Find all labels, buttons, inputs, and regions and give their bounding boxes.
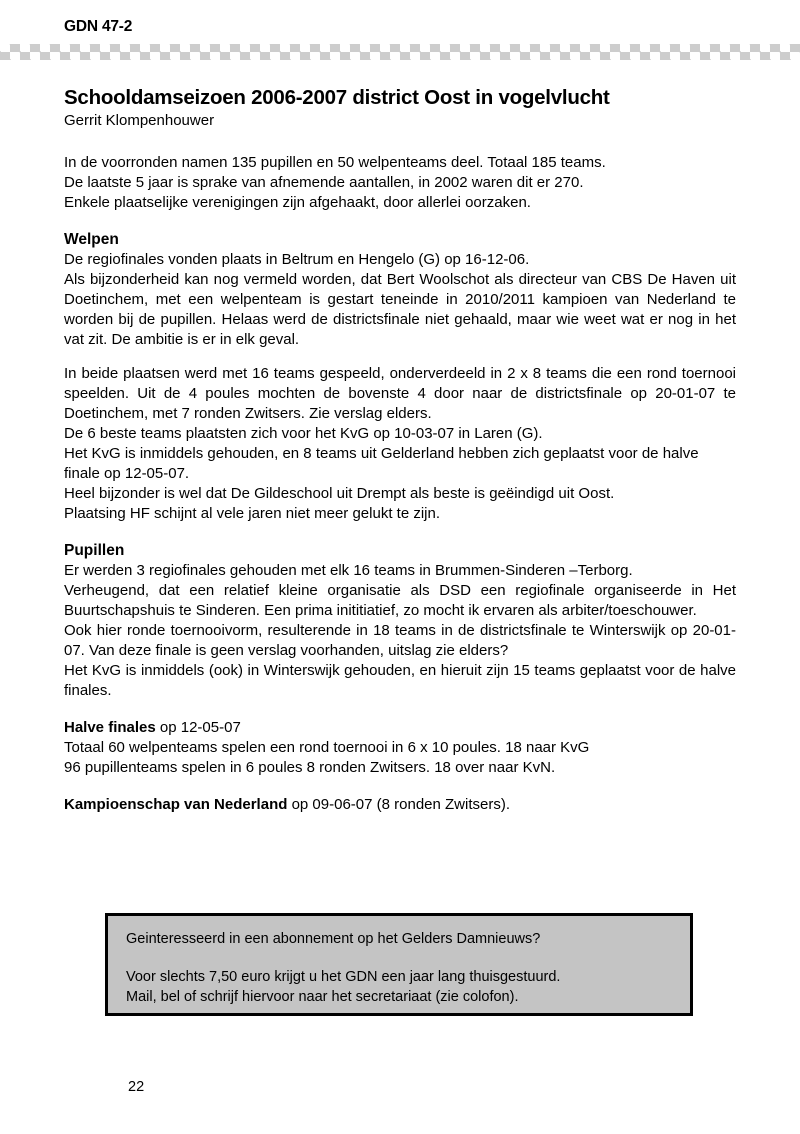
welpen-para-6: Heel bijzonder is wel dat De Gildeschool uit Drempt als beste is geëindigd uit Oost. (64, 485, 615, 503)
subscription-advert-box (105, 913, 693, 1016)
advert-line-3: Mail, bel of schrijf hiervoor naar het secretariaat (zie colofon). (126, 988, 519, 1005)
halve-finales-date: op 12-05-07 (155, 719, 241, 737)
halve-finales-line-2: 96 pupillenteams spelen in 6 poules 8 ronden Zwitsers. 18 over naar KvN. (64, 759, 556, 777)
spacer (64, 524, 736, 541)
welpen-para-1: De regiofinales vonden plaats in Beltrum en Hengelo (G) op 16-12-06. (64, 250, 530, 268)
intro-line-1: In de voorronden namen 135 pupillen en 50 welpenteams deel. Totaal 185 teams. (64, 153, 606, 171)
intro-line-3: Enkele plaatselijke verenigingen zijn afgehaakt, door allerlei oorzaken. (64, 193, 531, 211)
pupillen-para-1: Er werden 3 regiofinales gehouden met elk 16 teams in Brummen-Sinderen –Terborg. (64, 562, 633, 580)
pupillen-para-3: Ook hier ronde toernooivorm, resulterende in 18 teams in de districtsfinale te Winterswijk op 20-01-07. Van deze finale is geen verslag voorhanden, uitslag zie elders? (64, 622, 736, 660)
pupillen-para-2: Verheugend, dat een relatief kleine organisatie als DSD een regiofinale organiseerde in Het Buurtschapshuis te Sinderen. Een prima inititiatief, zo mocht ik ervaren als arbiter/toeschouwer. (64, 582, 736, 620)
welpen-para-5: Het KvG is inmiddels gehouden, en 8 teams uit Gelderland hebben zich geplaatst voor de halve finale op 12-05-07. (64, 445, 699, 483)
welpen-para-2: Als bijzonderheid kan nog vermeld worden, dat Bert Woolschot als directeur van CBS De Haven uit Doetinchem, met een welpenteam is gestart teneinde in 2010/2011 kampioen van Nederland te worden bij de pupillen. Helaas werd de districtsfinale niet gehaald, maar wie weet wat er nog in het vat zit. De ambitie is er in elk geval. (64, 270, 736, 348)
halve-finales-heading-line (64, 718, 736, 738)
kampioenschap-line (64, 795, 736, 815)
section-heading-welpen: Welpen (64, 230, 119, 248)
halve-finales-line-1: Totaal 60 welpenteams spelen een rond toernooi in 6 x 10 poules. 18 naar KvG (64, 739, 590, 757)
advert-line-2: Voor slechts 7,50 euro krijgt u het GDN een jaar lang thuisgestuurd. (126, 969, 561, 986)
pupillen-para-4: Het KvG is inmiddels (ook) in Winterswijk gehouden, en hieruit zijn 15 teams geplaatst voor de halve finales. (64, 662, 736, 700)
section-heading-pupillen: Pupillen (64, 542, 125, 560)
welpen-para-3: In beide plaatsen werd met 16 teams gespeeld, onderverdeeld in 2 x 8 teams die een rond toernooi speelden. Uit de 4 poules mochten de bovenste 4 door naar de districtsfinale op 20-01-07 te Doetinchem, met 7 ronden Zwitsers. Zie verslag elders. (64, 364, 736, 422)
advert-line-1: Geinteresseerd in een abonnement op het Gelders Damnieuws? (126, 931, 541, 947)
halve-finales-label: Halve finales (64, 719, 156, 737)
kampioenschap-date: op 09-06-07 (8 ronden Zwitsers). (287, 796, 511, 814)
spacer (64, 701, 736, 718)
spacer (64, 213, 736, 230)
spacer (64, 350, 736, 364)
page-title: Schooldamseizoen 2006-2007 district Oost in vogelvlucht (64, 86, 610, 109)
intro-line-2: De laatste 5 jaar is sprake van afnemende aantallen, in 2002 waren dit er 270. (64, 173, 584, 191)
spacer (64, 778, 736, 795)
welpen-para-7: Plaatsing HF schijnt al vele jaren niet meer gelukt te zijn. (64, 505, 441, 523)
checkered-rule-decoration (0, 44, 800, 60)
spacer (64, 131, 736, 153)
kampioenschap-label: Kampioenschap van Nederland (64, 796, 288, 814)
running-head: GDN 47-2 (64, 18, 133, 35)
page-number: 22 (128, 1079, 145, 1095)
article-body (64, 86, 736, 815)
welpen-para-4: De 6 beste teams plaatsten zich voor het KvG op 10-03-07 in Laren (G). (64, 425, 543, 442)
spacer (126, 949, 672, 968)
author-byline: Gerrit Klompenhouwer (64, 112, 215, 130)
